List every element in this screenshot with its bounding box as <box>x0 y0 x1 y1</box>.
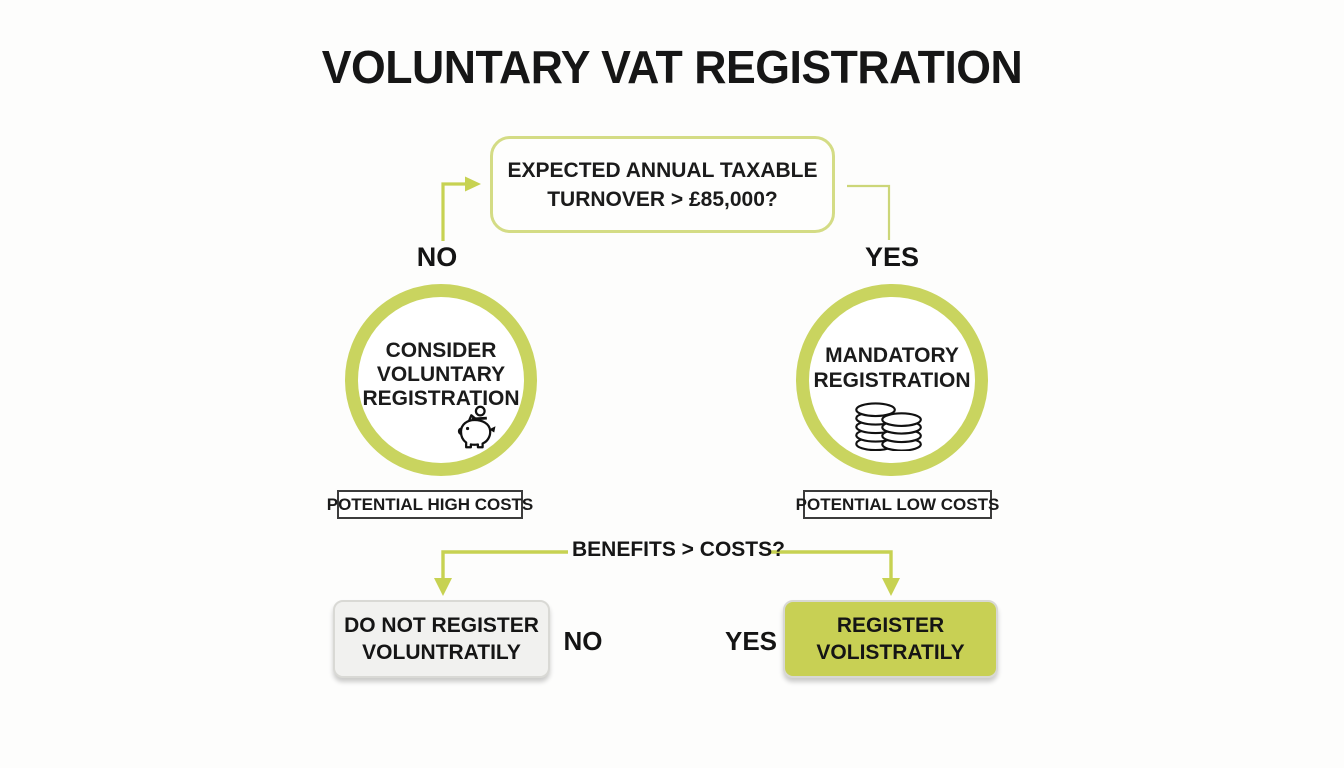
coin-stack-icon <box>853 399 925 451</box>
consider-voluntary-text <box>358 339 524 411</box>
decision-question-text: EXPECTED ANNUAL TAXABLE TURNOVER > £85,000? <box>507 158 818 211</box>
decision-box <box>490 136 835 233</box>
mandatory-registration-text <box>809 343 975 393</box>
register-voluntarily-box <box>783 600 998 678</box>
label-no-bottom: NO <box>563 626 603 656</box>
line-decision-box-to-yes <box>847 186 889 240</box>
circle-text-line: VOLUNTARY <box>376 363 506 386</box>
potential-high-costs-box <box>326 490 534 519</box>
arrow-no-to-decision-box <box>443 177 481 242</box>
outcome-positive-line: VOLISTRATILY <box>816 641 965 664</box>
do-not-register-box <box>333 600 550 678</box>
mandatory-registration-circle <box>796 284 988 476</box>
piggy-bank-icon <box>453 405 500 451</box>
circle-text-line: MANDATORY <box>825 344 959 367</box>
label-yes-bottom: YES <box>724 626 778 656</box>
arrow-benefits-no <box>434 552 568 596</box>
outcome-negative-line: VOLUNTRATILY <box>362 641 521 664</box>
consider-voluntary-circle <box>345 284 537 476</box>
circle-text-line: REGISTRATION <box>362 387 520 410</box>
circle-text-line: REGISTRATION <box>813 369 971 392</box>
arrow-benefits-yes <box>768 552 900 596</box>
label-yes-top: YES <box>864 242 920 272</box>
potential-low-costs-box <box>795 490 1000 519</box>
potential-low-costs-label: POTENTIAL LOW COSTS <box>795 494 1000 514</box>
outcome-positive-line: REGISTER <box>836 614 945 637</box>
outcome-negative-line: DO NOT REGISTER <box>344 614 539 637</box>
label-no-top: NO <box>416 242 458 272</box>
potential-high-costs-label: POTENTIAL HIGH COSTS <box>326 494 534 514</box>
page-title: VOLUNTARY VAT REGISTRATION <box>321 41 1023 93</box>
circle-text-line: CONSIDER <box>385 339 497 362</box>
benefits-question: BENEFITS > COSTS? <box>572 538 785 561</box>
